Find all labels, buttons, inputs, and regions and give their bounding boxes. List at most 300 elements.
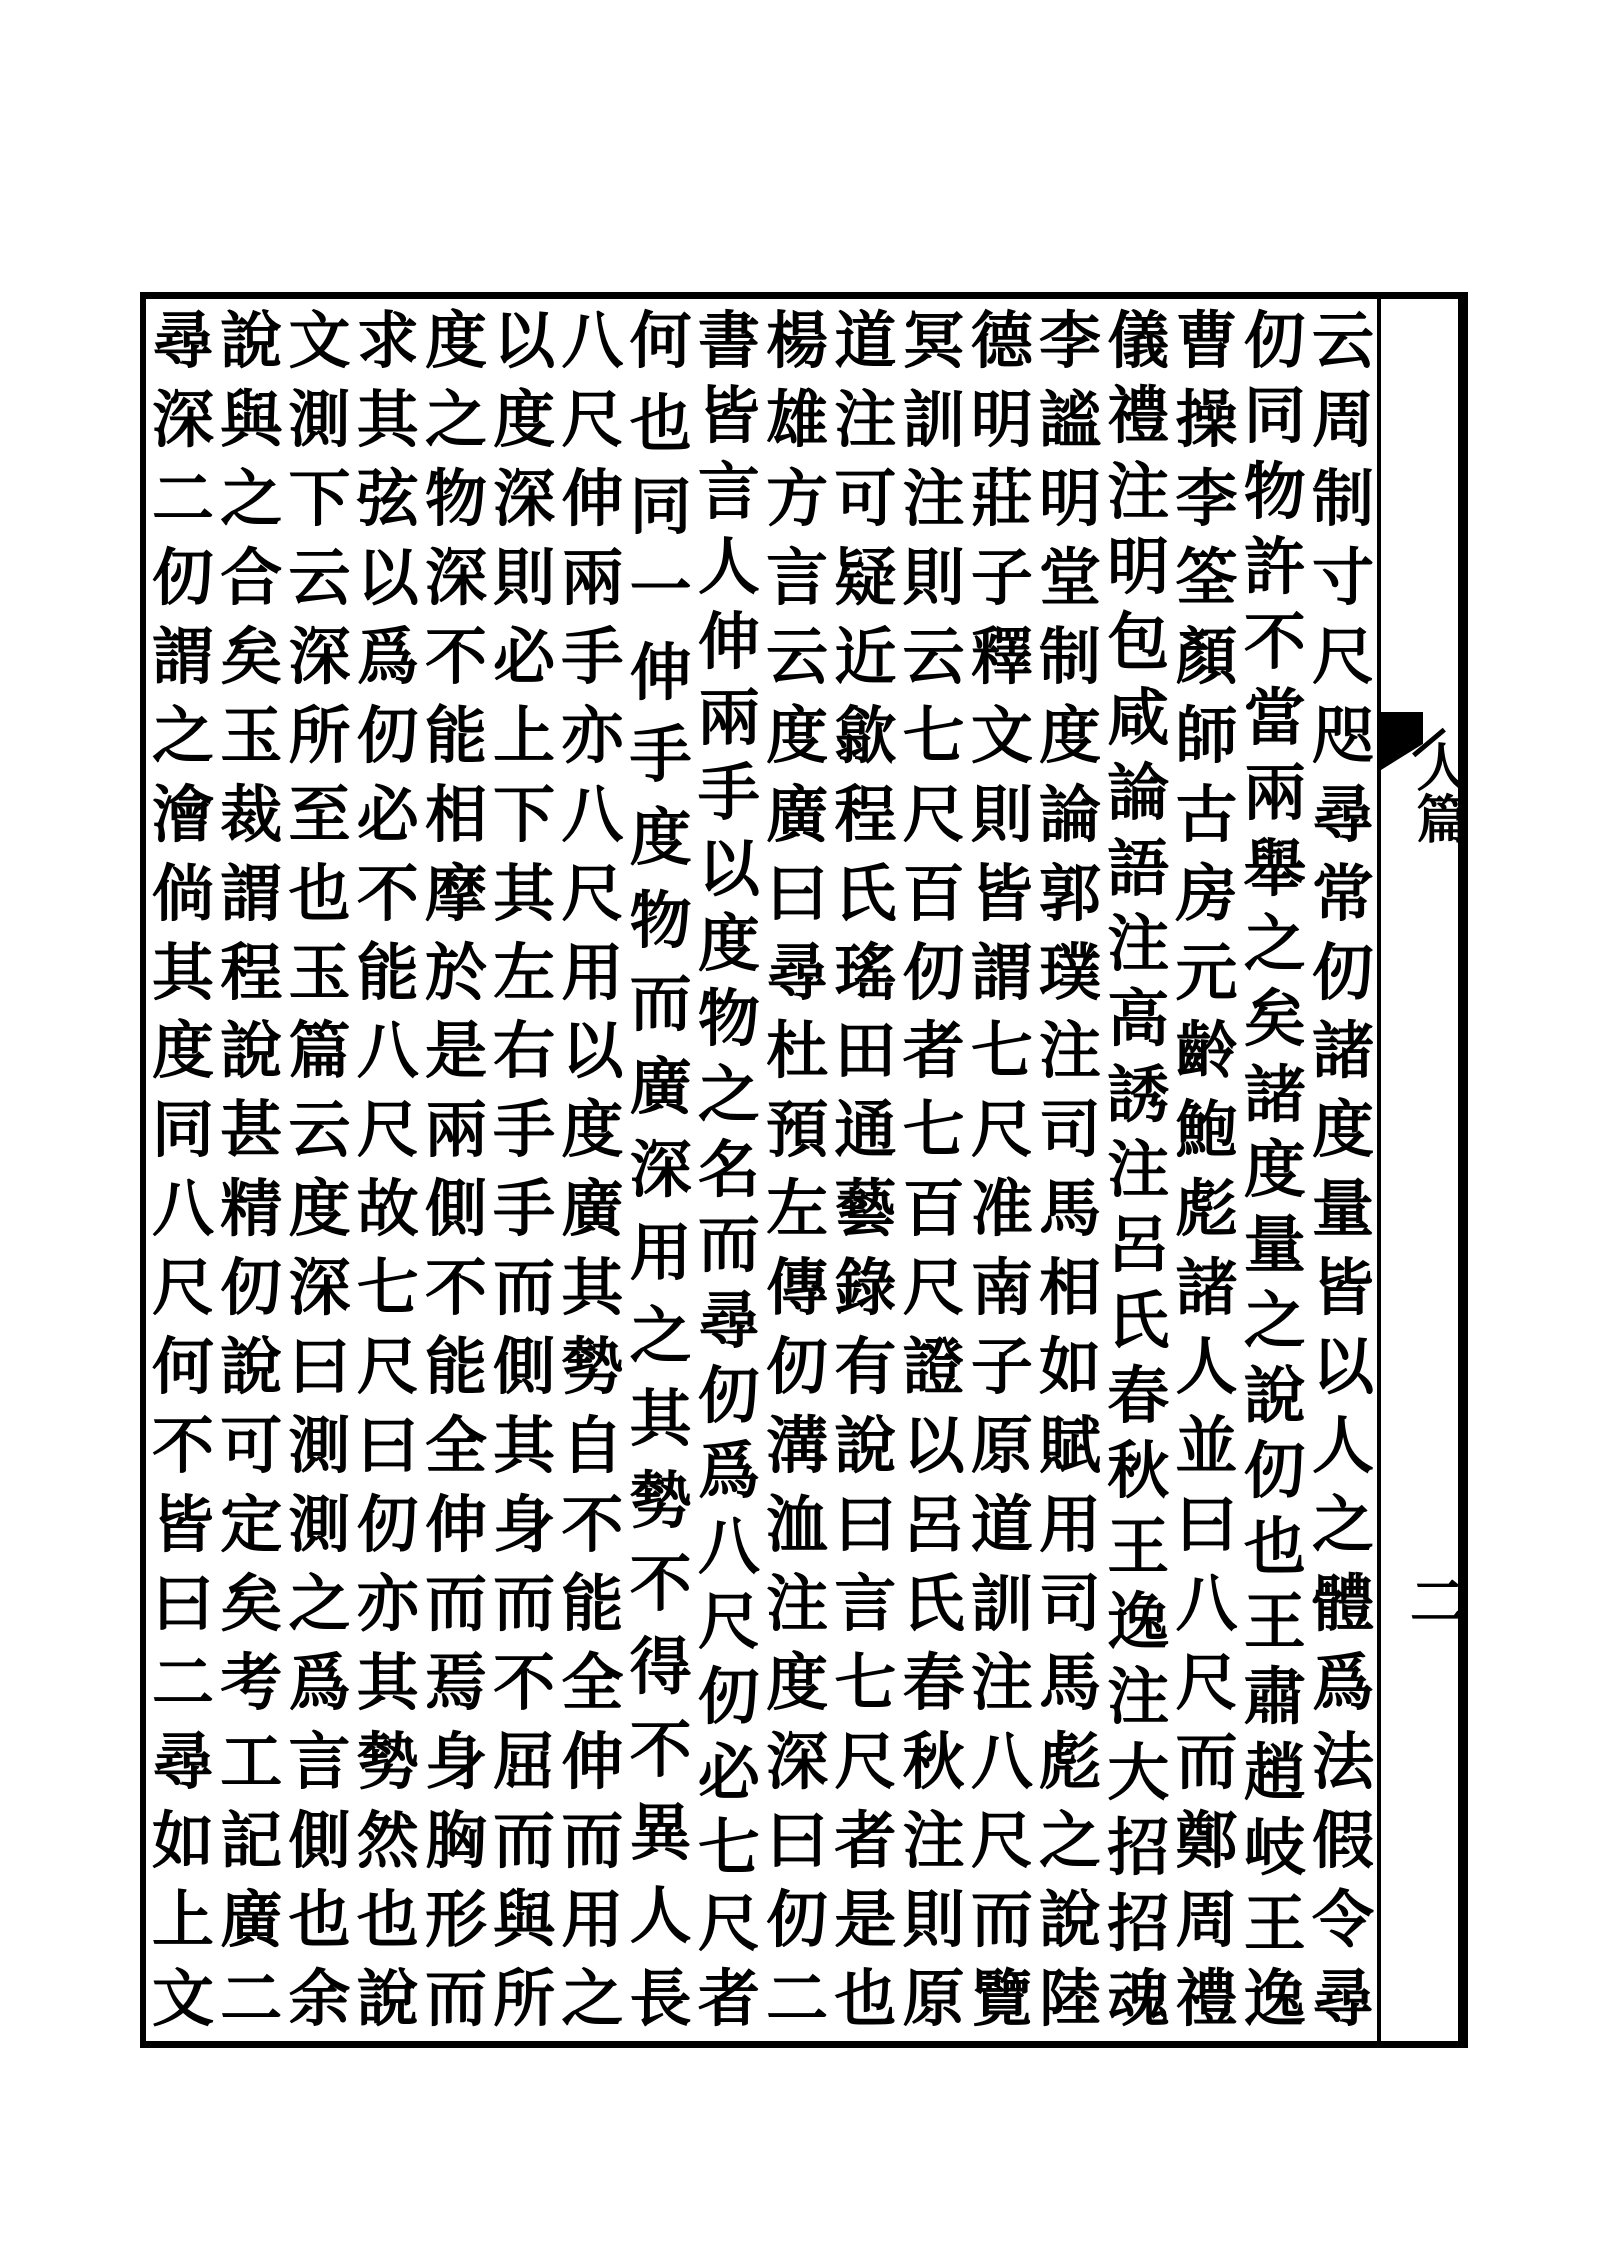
text-character: 說 (1243, 1359, 1306, 1433)
text-character: 仞 (766, 1882, 829, 1956)
text-character: 得 (629, 1630, 692, 1704)
text-character: 尺 (561, 382, 624, 456)
text-character: 秋 (902, 1724, 965, 1798)
text-character: 文 (152, 1961, 215, 2035)
text-character: 必 (493, 619, 556, 693)
text-character: 之 (697, 1057, 760, 1131)
text-character: 八 (561, 777, 624, 851)
text-character: 以 (902, 1409, 965, 1483)
text-character: 李 (1175, 461, 1238, 535)
text-character: 可 (834, 461, 897, 535)
text-character: 許 (1243, 530, 1306, 604)
text-character: 仞 (766, 1330, 829, 1404)
text-character: 文 (970, 698, 1033, 772)
text-character: 篇 (288, 1014, 351, 1088)
main-text-block (153, 305, 1373, 2035)
text-character: 陸 (1039, 1961, 1102, 2035)
text-character: 長 (629, 1961, 692, 2035)
text-character: 王 (1243, 1886, 1306, 1960)
text-character: 岐 (1243, 1811, 1306, 1885)
text-character: 記 (220, 1803, 283, 1877)
text-character: 二 (152, 461, 215, 535)
text-character: 以 (356, 540, 419, 614)
text-character: 程 (834, 777, 897, 851)
text-character: 招 (1107, 1811, 1170, 1885)
text-character: 以 (1311, 1330, 1374, 1404)
text-character: 側 (493, 1330, 556, 1404)
text-character: 不 (152, 1409, 215, 1483)
text-character: 尺 (902, 1251, 965, 1325)
text-character: 物 (424, 461, 487, 535)
text-character: 令 (1311, 1882, 1374, 1956)
text-character: 招 (1107, 1886, 1170, 1960)
text-column (1313, 305, 1373, 2035)
text-character: 皆 (152, 1488, 215, 1562)
text-character: 書 (697, 304, 760, 377)
text-character: 度 (288, 1172, 351, 1246)
text-character: 矣 (1243, 982, 1306, 1056)
text-character: 操 (1175, 382, 1238, 456)
text-character: 所 (288, 698, 351, 772)
text-character: 彪 (1175, 1172, 1238, 1246)
text-character: 肅 (1243, 1660, 1306, 1734)
text-character: 名 (697, 1132, 760, 1206)
text-character: 春 (1107, 1359, 1170, 1433)
text-character: 璞 (1039, 935, 1102, 1009)
text-character: 顏 (1175, 619, 1238, 693)
text-character: 一 (629, 552, 692, 626)
text-character: 體 (1311, 1567, 1374, 1640)
text-character: 賦 (1039, 1409, 1102, 1483)
text-character: 歙 (834, 698, 897, 772)
text-character: 之 (152, 698, 215, 772)
text-character: 矣 (220, 619, 283, 693)
text-character: 必 (356, 777, 419, 851)
text-character: 胸 (424, 1803, 487, 1877)
text-character: 原 (970, 1409, 1033, 1483)
text-character: 七 (970, 1014, 1033, 1088)
text-character: 如 (1039, 1330, 1102, 1404)
text-character: 之 (1039, 1803, 1102, 1877)
text-character: 故 (356, 1172, 419, 1246)
text-character: 能 (424, 1330, 487, 1404)
text-character: 深 (288, 619, 351, 693)
text-character: 手 (493, 1093, 556, 1167)
text-character: 手 (493, 1172, 556, 1246)
text-character: 廣 (629, 1050, 692, 1124)
text-character: 爲 (1311, 1645, 1374, 1719)
text-character: 尋 (1311, 777, 1374, 851)
text-character: 不 (1243, 605, 1306, 679)
text-character: 注 (766, 1567, 829, 1640)
text-character: 尋 (697, 1283, 760, 1357)
text-character: 不 (424, 619, 487, 693)
text-character: 皆 (970, 856, 1033, 930)
text-character: 爲 (356, 619, 419, 693)
text-character: 注 (834, 382, 897, 456)
text-character: 曰 (152, 1567, 215, 1640)
text-character: 左 (766, 1172, 829, 1246)
text-character: 也 (629, 386, 692, 460)
text-character: 以 (561, 1014, 624, 1088)
text-character: 其 (356, 1645, 419, 1719)
text-character: 倘 (152, 856, 215, 930)
text-character: 量 (1243, 1208, 1306, 1282)
text-character: 明 (1039, 461, 1102, 535)
text-character: 常 (1311, 856, 1374, 930)
text-character: 言 (834, 1567, 897, 1640)
text-character: 能 (424, 698, 487, 772)
text-character: 溝 (766, 1409, 829, 1483)
text-character: 逸 (1243, 1961, 1306, 2035)
text-character: 者 (697, 1961, 760, 2035)
text-character: 不 (424, 1251, 487, 1325)
text-character: 其 (152, 935, 215, 1009)
text-character: 云 (766, 619, 829, 693)
text-character: 者 (834, 1803, 897, 1877)
text-character: 度 (424, 304, 487, 377)
text-character: 焉 (424, 1645, 487, 1719)
text-column (562, 305, 622, 2035)
text-character: 澮 (152, 777, 215, 851)
text-character: 制 (1039, 619, 1102, 693)
text-character: 文 (288, 304, 351, 377)
text-character: 度 (697, 906, 760, 980)
text-character: 之 (1311, 1488, 1374, 1562)
text-character: 語 (1107, 831, 1170, 905)
text-character: 甚 (220, 1093, 283, 1167)
text-character: 尺 (356, 1330, 419, 1404)
text-character: 氏 (834, 856, 897, 930)
text-character: 下 (288, 461, 351, 535)
text-character: 仞 (697, 1660, 760, 1734)
text-character: 則 (902, 1882, 965, 1956)
text-character: 尺 (902, 777, 965, 851)
text-character: 諸 (1175, 1251, 1238, 1325)
text-character: 子 (970, 1330, 1033, 1404)
text-character: 馬 (1039, 1172, 1102, 1246)
text-character: 八 (152, 1172, 215, 1246)
text-character: 勢 (356, 1724, 419, 1798)
text-character: 兩 (424, 1093, 487, 1167)
text-character: 子 (970, 540, 1033, 614)
text-character: 則 (493, 540, 556, 614)
text-character: 以 (493, 304, 556, 377)
text-character: 所 (493, 1961, 556, 2035)
text-character: 側 (424, 1172, 487, 1246)
text-character: 尋 (152, 1724, 215, 1798)
text-character: 注 (902, 461, 965, 535)
text-character: 而 (970, 1882, 1033, 1956)
text-character: 廣 (766, 777, 829, 851)
text-character: 深 (493, 461, 556, 535)
text-column (153, 305, 213, 2035)
text-character: 用 (629, 1215, 692, 1289)
text-character: 求 (356, 304, 419, 377)
text-character: 伸 (697, 605, 760, 679)
text-character: 曰 (288, 1330, 351, 1404)
text-character: 以 (697, 831, 760, 905)
text-character: 是 (424, 1014, 487, 1088)
text-character: 身 (424, 1724, 487, 1798)
text-character: 不 (629, 1713, 692, 1787)
text-character: 皆 (1311, 1251, 1374, 1325)
text-character: 彪 (1039, 1724, 1102, 1798)
text-column (358, 305, 418, 2035)
text-character: 云 (1311, 304, 1374, 377)
text-character: 人 (1311, 1409, 1374, 1483)
text-character: 房 (1175, 856, 1238, 930)
text-character: 右 (493, 1014, 556, 1088)
text-character: 呂 (902, 1488, 965, 1562)
text-character: 至 (288, 777, 351, 851)
text-character: 大 (1107, 1735, 1170, 1809)
text-character: 相 (424, 777, 487, 851)
text-character: 何 (152, 1330, 215, 1404)
text-character: 能 (356, 935, 419, 1009)
text-character: 尺 (834, 1724, 897, 1798)
text-character: 七 (356, 1251, 419, 1325)
text-character: 尺 (1175, 1645, 1238, 1719)
text-character: 仞 (1311, 935, 1374, 1009)
text-character: 七 (902, 1093, 965, 1167)
text-character: 司 (1039, 1093, 1102, 1167)
text-character: 論 (1107, 756, 1170, 830)
text-character: 不 (356, 856, 419, 930)
text-character: 百 (902, 1172, 965, 1246)
text-character: 皆 (697, 379, 760, 453)
text-character: 仞 (356, 1488, 419, 1562)
text-character: 度 (766, 1645, 829, 1719)
text-character: 裁 (220, 777, 283, 851)
text-character: 上 (493, 698, 556, 772)
text-character: 度 (561, 1093, 624, 1167)
text-character: 同 (629, 469, 692, 543)
text-character: 而 (493, 1803, 556, 1877)
text-column (835, 305, 895, 2035)
text-character: 誘 (1107, 1057, 1170, 1131)
text-character: 筌 (1175, 540, 1238, 614)
text-character: 咸 (1107, 680, 1170, 754)
text-character: 尋 (1311, 1961, 1374, 2035)
text-character: 仞 (902, 935, 965, 1009)
text-character: 工 (220, 1724, 283, 1798)
text-character: 何 (629, 304, 692, 377)
text-character: 於 (424, 935, 487, 1009)
text-character: 仞 (152, 540, 215, 614)
text-character: 是 (834, 1882, 897, 1956)
text-character: 尺 (1311, 619, 1374, 693)
text-character: 注 (1107, 454, 1170, 528)
text-character: 德 (970, 304, 1033, 377)
text-character: 說 (356, 1961, 419, 2035)
text-character: 勢 (629, 1464, 692, 1538)
text-character: 弦 (356, 461, 419, 535)
text-character: 人 (629, 1878, 692, 1952)
text-column (699, 305, 759, 2035)
text-character: 量 (1311, 1172, 1374, 1246)
text-character: 測 (288, 1488, 351, 1562)
text-character: 全 (561, 1645, 624, 1719)
text-character: 諸 (1311, 1014, 1374, 1088)
text-character: 矣 (220, 1567, 283, 1640)
text-character: 同 (1243, 379, 1306, 453)
text-character: 其 (561, 1251, 624, 1325)
text-character: 尋 (766, 935, 829, 1009)
text-character: 其 (356, 382, 419, 456)
text-character: 度 (493, 382, 556, 456)
text-character: 之 (1243, 906, 1306, 980)
text-character: 兩 (1243, 756, 1306, 830)
text-character: 原 (902, 1961, 965, 2035)
text-character: 測 (288, 1409, 351, 1483)
text-character: 七 (834, 1645, 897, 1719)
text-character: 之 (220, 461, 283, 535)
text-character: 然 (356, 1803, 419, 1877)
text-character: 爲 (697, 1434, 760, 1508)
text-character: 曹 (1175, 304, 1238, 377)
text-character: 之 (288, 1567, 351, 1640)
text-character: 余 (288, 1961, 351, 2035)
text-character: 儀 (1107, 304, 1170, 377)
text-character: 尺 (970, 1803, 1033, 1877)
text-character: 郭 (1039, 856, 1102, 930)
text-character: 用 (1039, 1488, 1102, 1562)
text-character: 廣 (220, 1882, 283, 1956)
text-character: 全 (424, 1409, 487, 1483)
text-character: 亦 (356, 1567, 419, 1640)
text-character: 馬 (1039, 1645, 1102, 1719)
text-column (1245, 305, 1305, 2035)
text-character: 也 (834, 1961, 897, 2035)
text-character: 氏 (902, 1567, 965, 1640)
text-character: 勢 (561, 1330, 624, 1404)
text-character: 逸 (1107, 1585, 1170, 1659)
text-character: 尋 (152, 304, 215, 377)
text-character: 尺 (152, 1251, 215, 1325)
text-column (767, 305, 827, 2035)
text-character: 秋 (1107, 1434, 1170, 1508)
text-column (494, 305, 554, 2035)
text-character: 謂 (152, 619, 215, 693)
text-character: 側 (288, 1803, 351, 1877)
text-character: 也 (1243, 1509, 1306, 1583)
text-character: 下 (493, 777, 556, 851)
text-character: 仞 (1243, 304, 1306, 377)
text-character: 之 (1243, 1283, 1306, 1357)
text-character: 玉 (288, 935, 351, 1009)
text-character: 當 (1243, 680, 1306, 754)
text-character: 呂 (1107, 1208, 1170, 1282)
text-character: 深 (152, 382, 215, 456)
text-character: 身 (493, 1488, 556, 1562)
text-character: 曰 (834, 1488, 897, 1562)
text-character: 度 (1243, 1132, 1306, 1206)
text-character: 而 (493, 1567, 556, 1640)
text-character: 說 (834, 1409, 897, 1483)
text-character: 曰 (356, 1409, 419, 1483)
text-character: 舉 (1243, 831, 1306, 905)
text-character: 尺 (561, 856, 624, 930)
text-character: 謂 (220, 856, 283, 930)
text-character: 度 (1311, 1093, 1374, 1167)
text-character: 洫 (766, 1488, 829, 1562)
text-column (1177, 305, 1237, 2035)
text-character: 注 (1107, 1132, 1170, 1206)
text-character: 物 (1243, 454, 1306, 528)
text-character: 曰 (1175, 1488, 1238, 1562)
text-character: 方 (766, 461, 829, 535)
text-character: 謐 (1039, 382, 1102, 456)
text-character: 云 (288, 1093, 351, 1167)
text-character: 假 (1311, 1803, 1374, 1877)
text-character: 如 (152, 1803, 215, 1877)
text-character: 爲 (288, 1645, 351, 1719)
text-character: 堂 (1039, 540, 1102, 614)
text-character: 手 (561, 619, 624, 693)
text-character: 其 (629, 1381, 692, 1455)
text-character: 田 (834, 1014, 897, 1088)
text-character: 同 (152, 1093, 215, 1167)
text-character: 咫 (1311, 698, 1374, 772)
text-character: 有 (834, 1330, 897, 1404)
text-character: 者 (902, 1014, 965, 1088)
text-character: 釋 (970, 619, 1033, 693)
text-character: 深 (629, 1132, 692, 1206)
text-character: 傳 (766, 1251, 829, 1325)
text-character: 尺 (356, 1093, 419, 1167)
text-character: 自 (561, 1409, 624, 1483)
text-character: 古 (1175, 777, 1238, 851)
text-character: 仞 (697, 1359, 760, 1433)
text-character: 八 (1175, 1567, 1238, 1640)
text-character: 疑 (834, 540, 897, 614)
text-character: 明 (970, 382, 1033, 456)
text-character: 准 (970, 1172, 1033, 1246)
text-character: 周 (1311, 382, 1374, 456)
text-character: 其 (493, 1409, 556, 1483)
text-column (221, 305, 281, 2035)
text-character: 八 (561, 304, 624, 377)
text-column (972, 305, 1032, 2035)
text-character: 訓 (970, 1567, 1033, 1640)
text-character: 尺 (697, 1886, 760, 1960)
text-character: 說 (220, 1330, 283, 1404)
text-character: 齡 (1175, 1014, 1238, 1088)
text-character: 仞 (356, 698, 419, 772)
text-character: 南 (970, 1251, 1033, 1325)
text-character: 謂 (970, 935, 1033, 1009)
text-character: 並 (1175, 1409, 1238, 1483)
text-column (904, 305, 964, 2035)
text-character: 說 (220, 304, 283, 377)
text-character: 云 (288, 540, 351, 614)
text-character: 也 (288, 1882, 351, 1956)
text-character: 測 (288, 382, 351, 456)
text-character: 二 (152, 1645, 215, 1719)
text-character: 則 (902, 540, 965, 614)
text-character: 仞 (1243, 1434, 1306, 1508)
text-character: 言 (697, 454, 760, 528)
text-character: 尺 (697, 1585, 760, 1659)
text-character: 師 (1175, 698, 1238, 772)
text-character: 明 (1107, 530, 1170, 604)
text-character: 說 (1039, 1882, 1102, 1956)
text-character: 必 (697, 1735, 760, 1809)
text-character: 伸 (424, 1488, 487, 1562)
text-character: 屈 (493, 1724, 556, 1798)
text-character: 說 (220, 1014, 283, 1088)
